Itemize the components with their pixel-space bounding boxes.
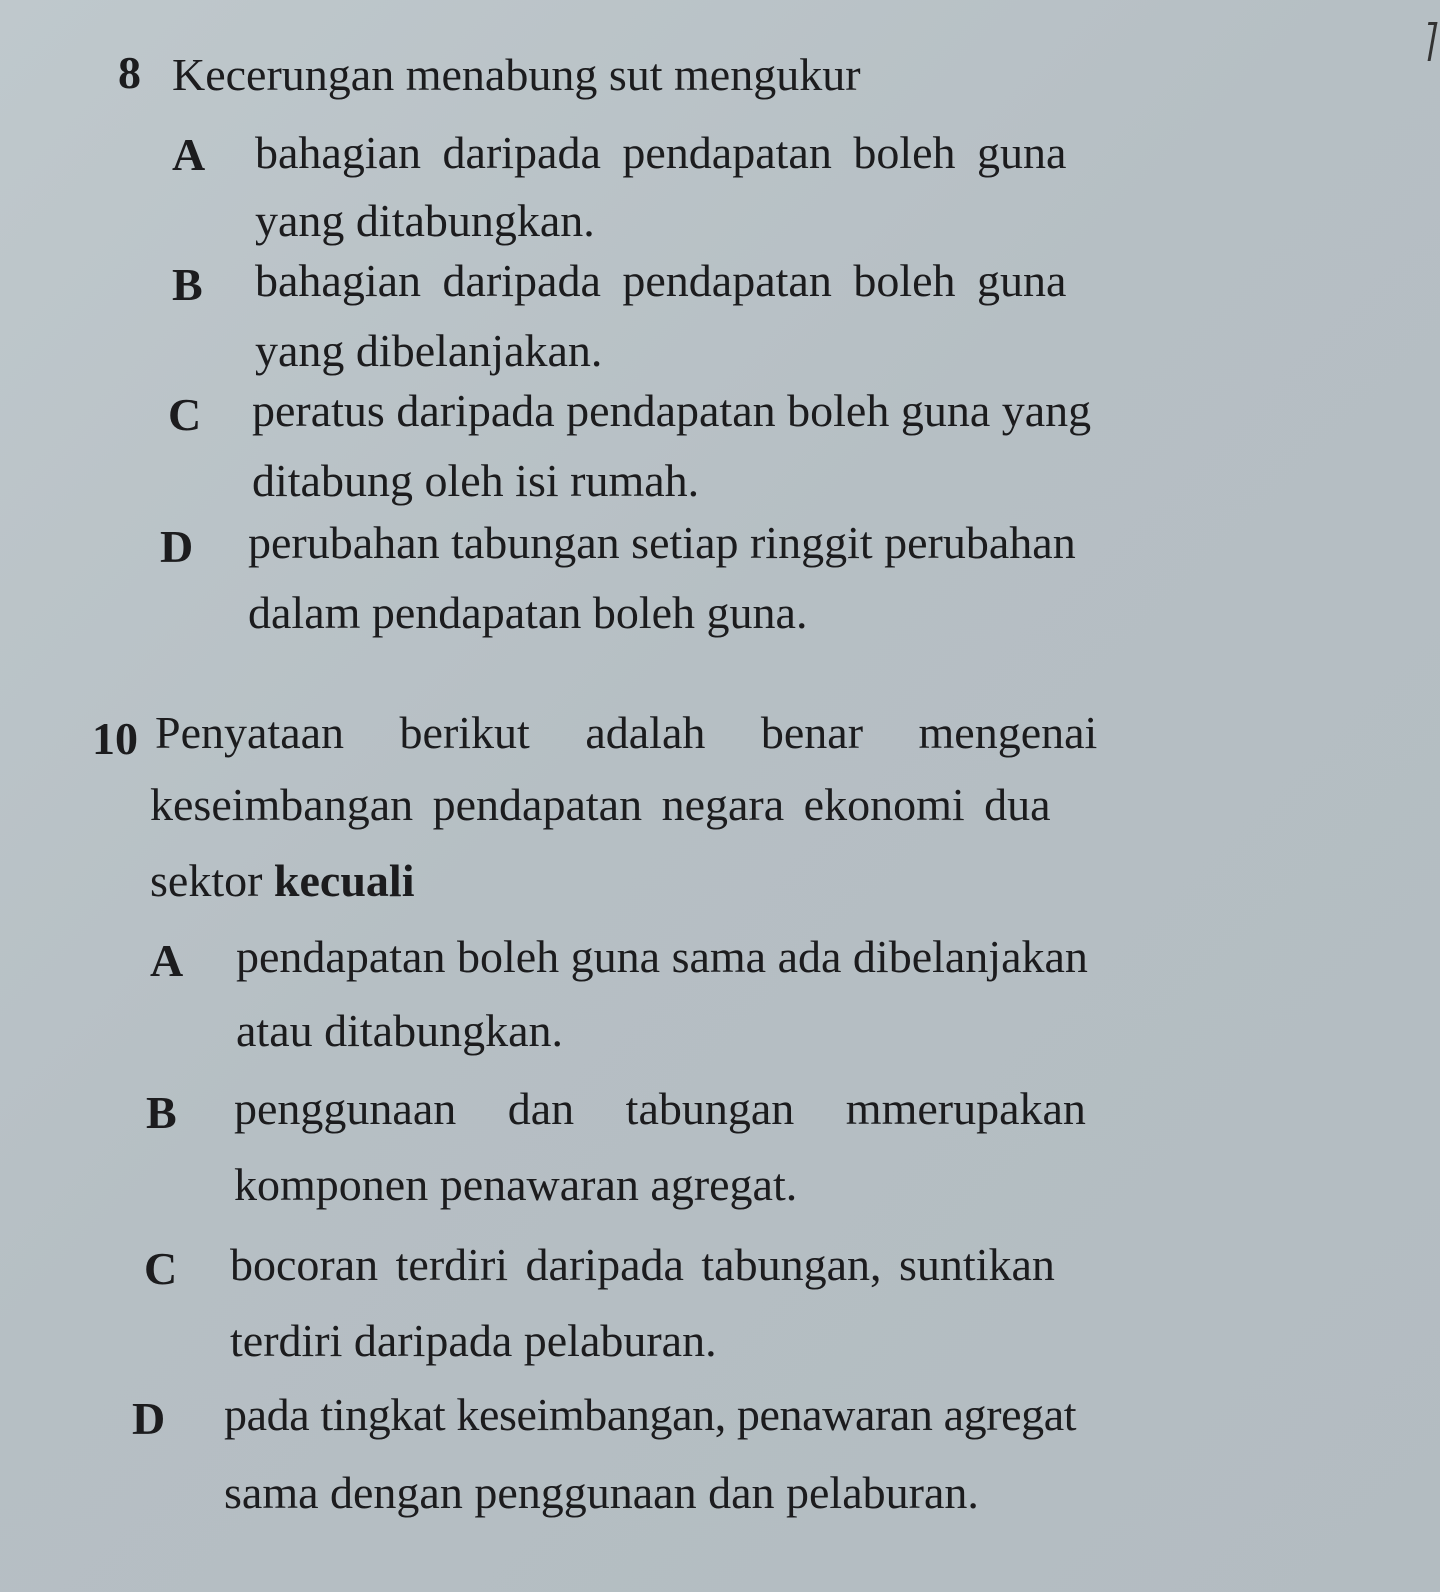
option-a-line1: pendapatan boleh guna sama ada dibelanjakan: [236, 931, 1088, 982]
option-d-line1: perubahan tabungan setiap ringgit perubahan: [248, 517, 1076, 568]
option-d-line2: sama dengan penggunaan dan pelaburan.: [224, 1467, 979, 1518]
option-c-line1: bocoran terdiri daripada tabungan, suntikan: [230, 1239, 1055, 1290]
option-b-line2: yang dibelanjakan.: [255, 325, 603, 376]
option-b-line1: bahagian daripada pendapatan boleh guna: [255, 255, 1067, 306]
option-letter-d: D: [132, 1393, 166, 1444]
option-letter-a: A: [172, 129, 206, 180]
option-a-line1: bahagian daripada pendapatan boleh guna: [255, 127, 1067, 178]
option-c-line1: peratus daripada pendapatan boleh guna yang: [252, 385, 1092, 436]
option-b-line1: penggunaan dan tabungan mmerupakan: [234, 1083, 1086, 1134]
option-letter-d: D: [160, 521, 194, 572]
question-stem: Kecerungan menabung sut mengukur: [172, 49, 861, 100]
question-number: 10: [92, 713, 138, 764]
question-stem-line2: keseimbangan pendapatan negara ekonomi dua: [150, 779, 1051, 830]
question-number: 8: [118, 47, 141, 98]
option-d-line1: pada tingkat keseimbangan, penawaran agregat: [224, 1389, 1077, 1440]
question-stem-word: sektor: [150, 855, 263, 906]
option-letter-c: C: [168, 389, 202, 440]
option-letter-b: B: [172, 259, 203, 310]
option-letter-a: A: [150, 935, 184, 986]
option-c-line2: terdiri daripada pelaburan.: [230, 1315, 717, 1366]
option-letter-b: B: [146, 1087, 177, 1138]
option-a-line2: atau ditabungkan.: [236, 1005, 564, 1056]
option-b-line2: komponen penawaran agregat.: [234, 1159, 798, 1210]
option-letter-c: C: [144, 1243, 178, 1294]
question-stem-emphasis: kecuali: [273, 855, 415, 906]
option-a-line2: yang ditabungkan.: [255, 195, 595, 246]
question-stem-line1: Penyataan berikut adalah benar mengenai: [155, 707, 1098, 758]
corner-mark: [1422, 22, 1438, 61]
option-d-line2: dalam pendapatan boleh guna.: [248, 587, 808, 638]
question-stem-line3: [150, 855, 415, 906]
option-c-line2: ditabung oleh isi rumah.: [252, 455, 700, 506]
